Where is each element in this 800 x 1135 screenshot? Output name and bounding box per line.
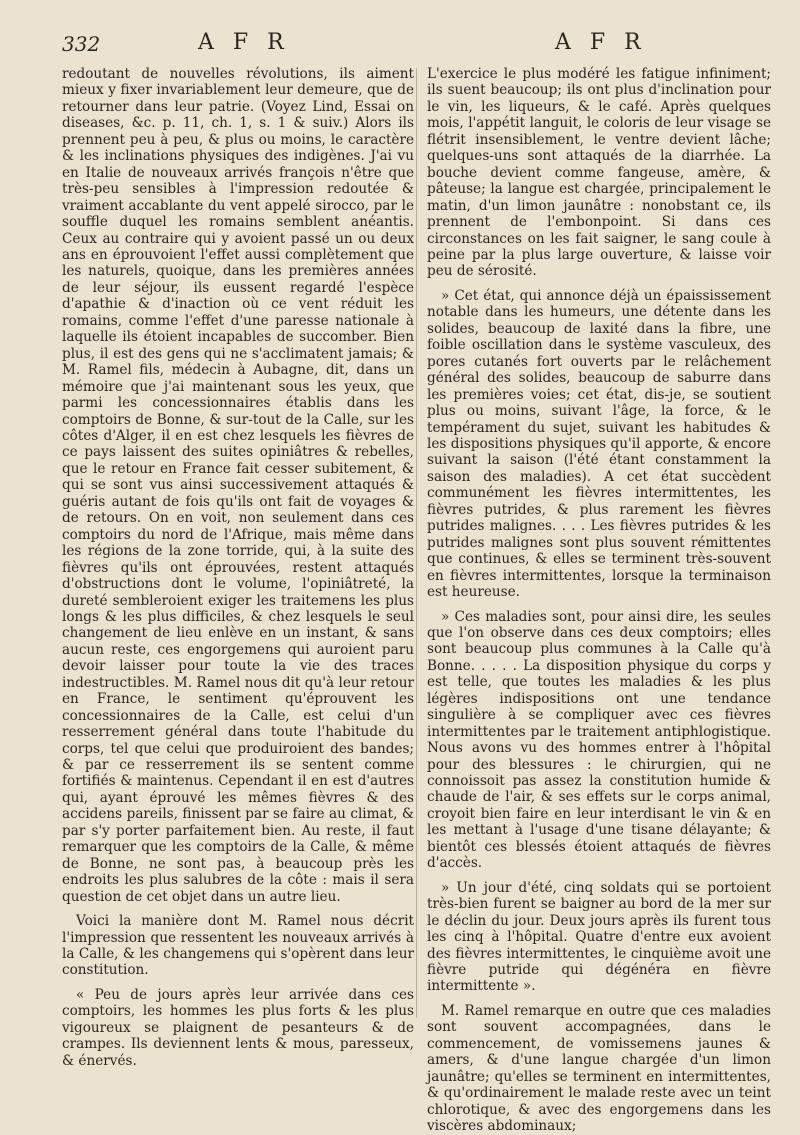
- running-head-left: A F R: [198, 30, 290, 55]
- paragraph: « Peu de jours après leur arrivée dans ces comptoirs, les hommes les plus forts & les plus vigoureux se plaignent de pesanteurs & de crampes. Ils deviennent lents & mous, paresseux, & énervés.: [62, 986, 414, 1069]
- paragraph: » Un jour d'été, cinq soldats qui se portoient très-bien furent se baigner au bord de la mer sur le déclin du jour. Deux jours après ils furent tous les cinq à l'hôpital. Quatre d'entre eux avoient des fièvres intermittentes, le cinquième avoit une fièvre putride qui dégénéra en fièvre intermittente ».: [427, 879, 771, 995]
- paragraph: Voici la manière dont M. Ramel nous décrit l'impression que ressentent les nouveaux arrivés à la Calle, & les changemens qui s'opèrent dans leur constitution.: [62, 913, 414, 979]
- column-divider: [416, 68, 417, 1018]
- running-head-right: A F R: [555, 30, 647, 55]
- left-column: [62, 66, 414, 1069]
- paragraph: L'exercice le plus modéré les fatigue infiniment; ils suent beaucoup; ils ont plus d'inclination pour le vin, les liqueurs, & le café. Après quelques mois, l'appétit languit, le coloris de leur visage se flétrit insensiblement, le ventre devient lâche; quelques-uns sont attaqués de la diarrhée. La bouche devient comme fangeuse, amère, & pâteuse; la langue est chargée, principalement le matin, d'un limon jaunâtre : nonobstant ce, ils prennent de l'embonpoint. Si dans ces circonstances on les fait saigner, le sang coule à peine par la plus large ouverture, & laisse voir peu de sérosité.: [427, 66, 771, 280]
- paragraph: » Ces maladies sont, pour ainsi dire, les seules que l'on observe dans ces deux comptoirs; elles sont beaucoup plus communes à la Calle qu'à Bonne. . . . . La disposition physique du corps y est telle, que toutes les maladies & les plus légères indispositions ont une tendance singulière à se compliquer avec ces fièvres intermittentes par le traitement antiphlogistique. Nous avons vu des hommes entrer à l'hôpital pour des blessures : le chirurgien, qui ne connoissoit pas assez la constitution humide & chaude de l'air, & ses effets sur le corps animal, croyoit bien faire en leur interdisant le vin & en les mettant à l'usage d'une tisane délayante; & bientôt ces blessés étoient attaqués de fièvres d'accès.: [427, 608, 771, 872]
- paragraph: redoutant de nouvelles révolutions, ils aiment mieux y fixer invariablement leur demeure, que de retourner dans leur patrie. (Voyez Lind, Essai on diseases, &c. p. 11, ch. 1, s. 1 & suiv.) Alors ils prennent peu à peu, & plus ou moins, le caractère & les inclinations physiques des indigènes. J'ai vu en Italie de nouveaux arrivés françois n'être que très-peu sensibles à l'impression redoutée & vraiment accablante du vent appelé sirocco, par le souffle duquel les romains semblent anéantis. Ceux au contraire qui y avoient passé un ou deux ans en éprouvoient l'effet aussi complètement que les naturels, quoique, dans les premières années de leur séjour, ils eussent regardé l'espèce d'apathie & d'inaction où ce vent réduit les romains, comme l'effet d'une paresse nationale à laquelle ils étoient incapables de succomber. Bien plus, il est des gens qui ne s'acclimatent jamais; & M. Ramel fils, médecin à Aubagne, dit, dans un mémoire que j'ai maintenant sous les yeux, que parmi les concessionnaires établis dans les comptoirs de Bonne, & sur-tout de la Calle, sur les côtes d'Alger, il en est chez lesquels les fièvres de ce pays laissent des suites opiniâtres & rebelles, que le retour en France fait cesser subitement, & qui se sont vus ainsi successivement attaqués & guéris autant de fois qu'ils ont fait de voyages & de retours. On en voit, non seulement dans ces comptoirs du nord de l'Afrique, mais même dans les régions de la zone torride, qui, à la suite des fièvres qu'ils ont éprouvées, restent attaqués d'obstructions dont le volume, l'opiniâtreté, la dureté sembleroient exiger les traitemens les plus longs & les plus difficiles, & chez lesquels le seul changement de lieu enlève en un instant, & sans aucun reste, ces engorgemens qui auroient paru devoir laisser pour toute la vie des traces indestructibles. M. Ramel nous dit qu'à leur retour en France, le sentiment qu'éprouvent les concessionnaires de la Calle, est celui d'un resserrement général dans toute l'habitude du corps, tel que celui que produiroient des bandes; & par ce resserrement ils se sentent comme fortifiés & maintenus. Cependant il en est d'autres qui, ayant éprouvé les mêmes fièvres & des accidens pareils, finissent par se faire au climat, & par s'y porter parfaitement bien. Au reste, il faut remarquer que les comptoirs de la Calle, & même de Bonne, ne sont pas, à beaucoup près les endroits les plus salubres de la côte : mais il sera question de cet objet dans un autre lieu.: [62, 66, 414, 905]
- right-column: [427, 66, 771, 1135]
- page-number: 332: [62, 32, 101, 56]
- paragraph: M. Ramel remarque en outre que ces maladies sont souvent accompagnées, dans le commencement, de vomissemens jaunes & amers, & d'une langue chargée d'un limon jaunâtre; qu'elles se terminent en intermittentes, & qu'ordinairement le malade reste avec un teint chlorotique, & avec des engorgemens dans les viscères abdominaux;: [427, 1002, 771, 1135]
- page-header: [0, 30, 800, 64]
- paragraph: » Cet état, qui annonce déjà un épaississement notable dans les humeurs, une détente dans les solides, beaucoup de laxité dans la fibre, une foible oscillation dans le système vasculeux, des pores cutanés fort ouverts par le relâchement général des solides, beaucoup de saburre dans les premières voies; cet état, dis-je, se soutient plus ou moins, suivant l'âge, la force, & le tempérament du sujet, suivant les habitudes & les dispositions physiques qu'il apporte, & encore suivant la saison (l'été étant constamment la saison des maladies). A cet état succèdent communément les fièvres intermittentes, les fièvres putrides, & plus rarement les fièvres putrides malignes. . . . Les fièvres putrides & les putrides malignes sont plus souvent rémittentes que continues, & elles se terminent très-souvent en fièvres intermittentes, lorsque la terminaison est heureuse.: [427, 287, 771, 601]
